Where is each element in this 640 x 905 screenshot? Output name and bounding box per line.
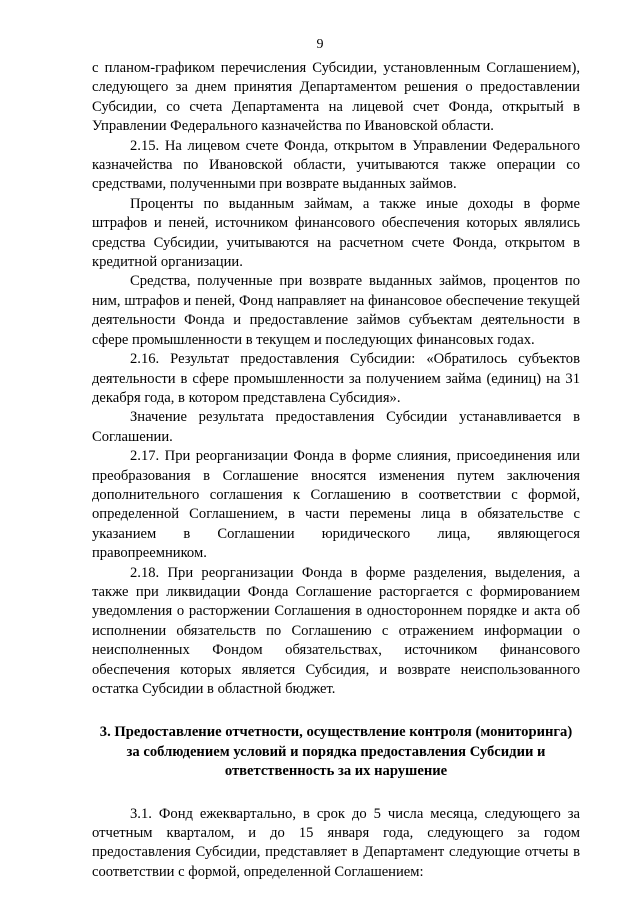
- paragraph-2-16: 2.16. Результат предоставления Субсидии: «Обратилось субъектов деятельности в сфере промышленности за получением займа (единиц) на 31 декабря года, в котором представлена Субсидия».: [92, 351, 580, 406]
- paragraph-returned-funds: Средства, полученные при возврате выданных займов, процентов по ним, штрафов и пеней, Фонд направляет на финансовое обеспечение текущей деятельности Фонда и предоставление займов субъектам деятельности в сфере промышленности в текущем и последующих финансовых годах.: [92, 273, 580, 348]
- paragraph-2-17: 2.17. При реорганизации Фонда в форме слияния, присоединения или преобразования в Соглашение вносятся изменения путем заключения дополнительного соглашения к Соглашению в соответствии с формой, определенной Соглашением, в части перемены лица в обязательстве с указанием в Соглашении юридического лица, являющегося правопреемником.: [92, 448, 580, 562]
- paragraph-result-value: Значение результата предоставления Субсидии устанавливается в Соглашении.: [92, 409, 580, 445]
- paragraph-continuation: с планом-графиком перечисления Субсидии, установленным Соглашением), следующего за днем принятия Департаментом решения о предоставлении Субсидии, со счета Департамента на лицевой счет Фонда, открытый в Управлении Федерального казначейства по Ивановской области.: [92, 60, 580, 135]
- document-body: [92, 59, 580, 882]
- page-number: 9: [316, 37, 324, 52]
- paragraph-3-1: 3.1. Фонд ежеквартально, в срок до 5 числа месяца, следующего за отчетным кварталом, и до 15 января года, следующего за годом предоставления Субсидии, представляет в Департамент следующие отчеты в соответствии с формой, определенной Соглашением:: [92, 805, 580, 880]
- paragraph-interest-income: Проценты по выданным займам, а также иные доходы в форме штрафов и пеней, источником финансового обеспечения которых являлись средства Субсидии, учитываются на расчетном счете Фонда, открытом в кредитной организации.: [92, 195, 580, 271]
- paragraph-2-15: 2.15. На лицевом счете Фонда, открытом в Управлении Федерального казначейства по Ивановской области, учитываются также операции со средствами, полученными при возврате выданных займов.: [92, 137, 580, 193]
- section-3-heading: 3. Предоставление отчетности, осуществление контроля (мониторинга) за соблюдением условий и порядка предоставления Субсидии и ответственность за их нарушение: [99, 724, 573, 780]
- paragraph-2-18: 2.18. При реорганизации Фонда в форме разделения, выделения, а также при ликвидации Фонда Соглашение расторгается с формированием уведомления о расторжении Соглашения в одностороннем порядке и акта об исполнении обязательств по Соглашению с отражением информации о неисполненных Фондом обязательствах, источником финансового обеспечения которых является Субсидия, и возврате неиспользованного остатка Субсидии в областной бюджет.: [92, 564, 580, 697]
